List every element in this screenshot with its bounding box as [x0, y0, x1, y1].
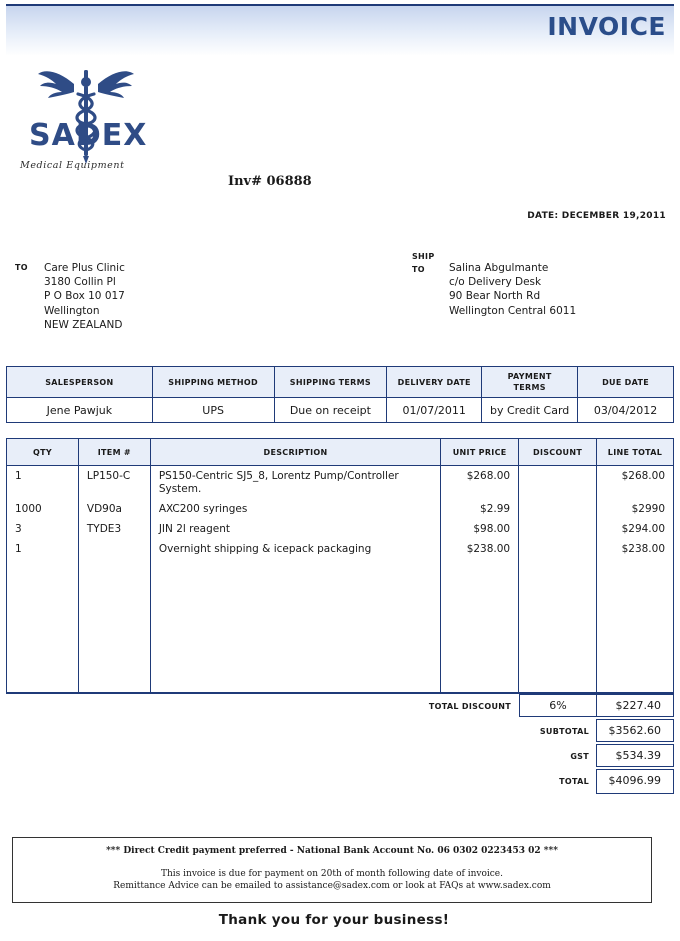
address-line: c/o Delivery Desk [449, 276, 542, 289]
col-header-delivery-date: DELIVERY DATE [387, 367, 482, 398]
col-header-qty: QTY [7, 439, 79, 466]
discount-cell [519, 519, 597, 539]
item-cell: TYDE3 [78, 519, 150, 539]
shipping-method-value: UPS [152, 398, 274, 423]
description-cell: AXC200 syringes [150, 499, 440, 519]
due-date-value: 03/04/2012 [578, 398, 674, 423]
ship-to-address [449, 261, 576, 318]
qty-cell: 3 [7, 519, 79, 539]
filler-cell [441, 559, 519, 693]
unit-price-cell: $98.00 [441, 519, 519, 539]
table-filler-row [7, 559, 674, 693]
item-cell [78, 539, 150, 559]
line-total-cell: $294.00 [597, 519, 674, 539]
company-tagline: Medical Equipment [20, 160, 125, 171]
remittance-note: Remittance Advice can be emailed to assistance@sadex.com or look at FAQs at www.sadex.com [113, 881, 551, 891]
qty-cell: 1000 [7, 499, 79, 519]
discount-cell [519, 499, 597, 519]
col-header-shipping-terms: SHIPPING TERMS [274, 367, 387, 398]
item-cell: LP150-C [78, 466, 150, 500]
unit-price-cell: $2.99 [441, 499, 519, 519]
unit-price-cell: $238.00 [441, 539, 519, 559]
total-label: TOTAL [559, 777, 589, 786]
line-items-header-row [7, 439, 674, 466]
address-line: Care Plus Clinic [44, 262, 125, 274]
filler-cell [519, 559, 597, 693]
col-header-line-total: LINE TOTAL [597, 439, 674, 466]
delivery-date-value: 01/07/2011 [387, 398, 482, 423]
bank-account-note: *** Direct Credit payment preferred - National Bank Account No. 06 0302 0223453 02 *** [106, 846, 558, 856]
filler-cell [78, 559, 150, 693]
order-info-value-row [7, 398, 674, 423]
description-cell: PS150-Centric SJ5_8, Lorentz Pump/Controller System. [150, 466, 440, 500]
line-total-cell: $238.00 [597, 539, 674, 559]
salesperson-value: Jene Pawjuk [7, 398, 153, 423]
due-note: This invoice is due for payment on 20th of month following date of invoice. [161, 868, 503, 879]
address-line: 90 Bear North Rd [449, 290, 541, 303]
order-info-table [6, 366, 674, 423]
col-header-shipping-method: SHIPPING METHOD [152, 367, 274, 398]
gst-label: GST [570, 752, 589, 761]
filler-cell [597, 559, 674, 693]
invoice-title: INVOICE [547, 12, 666, 41]
invoice-date: DATE: DECEMBER 19,2011 [527, 211, 666, 221]
thank-you-message: Thank you for your business! [218, 912, 450, 928]
col-header-item: ITEM # [78, 439, 150, 466]
qty-cell: 1 [7, 539, 79, 559]
address-line: Salina Abgulmante [449, 262, 549, 274]
ship-label-line: SHIP [412, 252, 435, 261]
company-logo [16, 62, 156, 182]
line-total-cell: $268.00 [597, 466, 674, 500]
total-discount-label: TOTAL DISCOUNT [428, 702, 511, 711]
subtotal-label: SUBTOTAL [539, 727, 589, 736]
address-line: Wellington Central 6011 [449, 304, 577, 317]
bill-to-address [44, 261, 125, 332]
address-line: 3180 Collin Pl [44, 276, 116, 289]
filler-cell [150, 559, 440, 693]
bill-to-label: TO [15, 263, 28, 272]
line-items-table [6, 438, 674, 694]
col-header-salesperson: SALESPERSON [7, 367, 153, 398]
discount-cell [519, 539, 597, 559]
table-row [7, 466, 674, 500]
table-row [7, 519, 674, 539]
address-line: Wellington [44, 304, 100, 317]
description-cell: Overnight shipping & icepack packaging [150, 539, 440, 559]
item-cell: VD90a [78, 499, 150, 519]
subtotal-value: $3562.60 [596, 719, 674, 742]
ship-label-line: TO [412, 265, 425, 274]
col-header-payment-terms: PAYMENT TERMS [482, 367, 578, 398]
total-discount-percent: 6% [519, 694, 597, 717]
col-header-unit-price: UNIT PRICE [441, 439, 519, 466]
col-header-discount: DISCOUNT [519, 439, 597, 466]
payment-terms-value: by Credit Card [482, 398, 578, 423]
ship-to-label [412, 250, 435, 276]
filler-cell [7, 559, 79, 693]
gst-value: $534.39 [596, 744, 674, 767]
discount-cell [519, 466, 597, 500]
table-row [7, 539, 674, 559]
company-name: SADEX [29, 118, 148, 153]
invoice-number: Inv# 06888 [228, 174, 312, 189]
shipping-terms-value: Due on receipt [274, 398, 387, 423]
total-value: $4096.99 [596, 769, 674, 794]
address-line: NEW ZEALAND [44, 318, 123, 331]
line-total-cell: $2990 [597, 499, 674, 519]
table-row [7, 499, 674, 519]
address-line: P O Box 10 017 [44, 290, 125, 303]
payment-instructions-box [12, 837, 652, 903]
order-info-header-row [7, 367, 674, 398]
description-cell: JIN 2l reagent [150, 519, 440, 539]
qty-cell: 1 [7, 466, 79, 500]
unit-price-cell: $268.00 [441, 466, 519, 500]
col-header-description: DESCRIPTION [150, 439, 440, 466]
total-discount-amount: $227.40 [596, 694, 674, 717]
col-header-due-date: DUE DATE [578, 367, 674, 398]
